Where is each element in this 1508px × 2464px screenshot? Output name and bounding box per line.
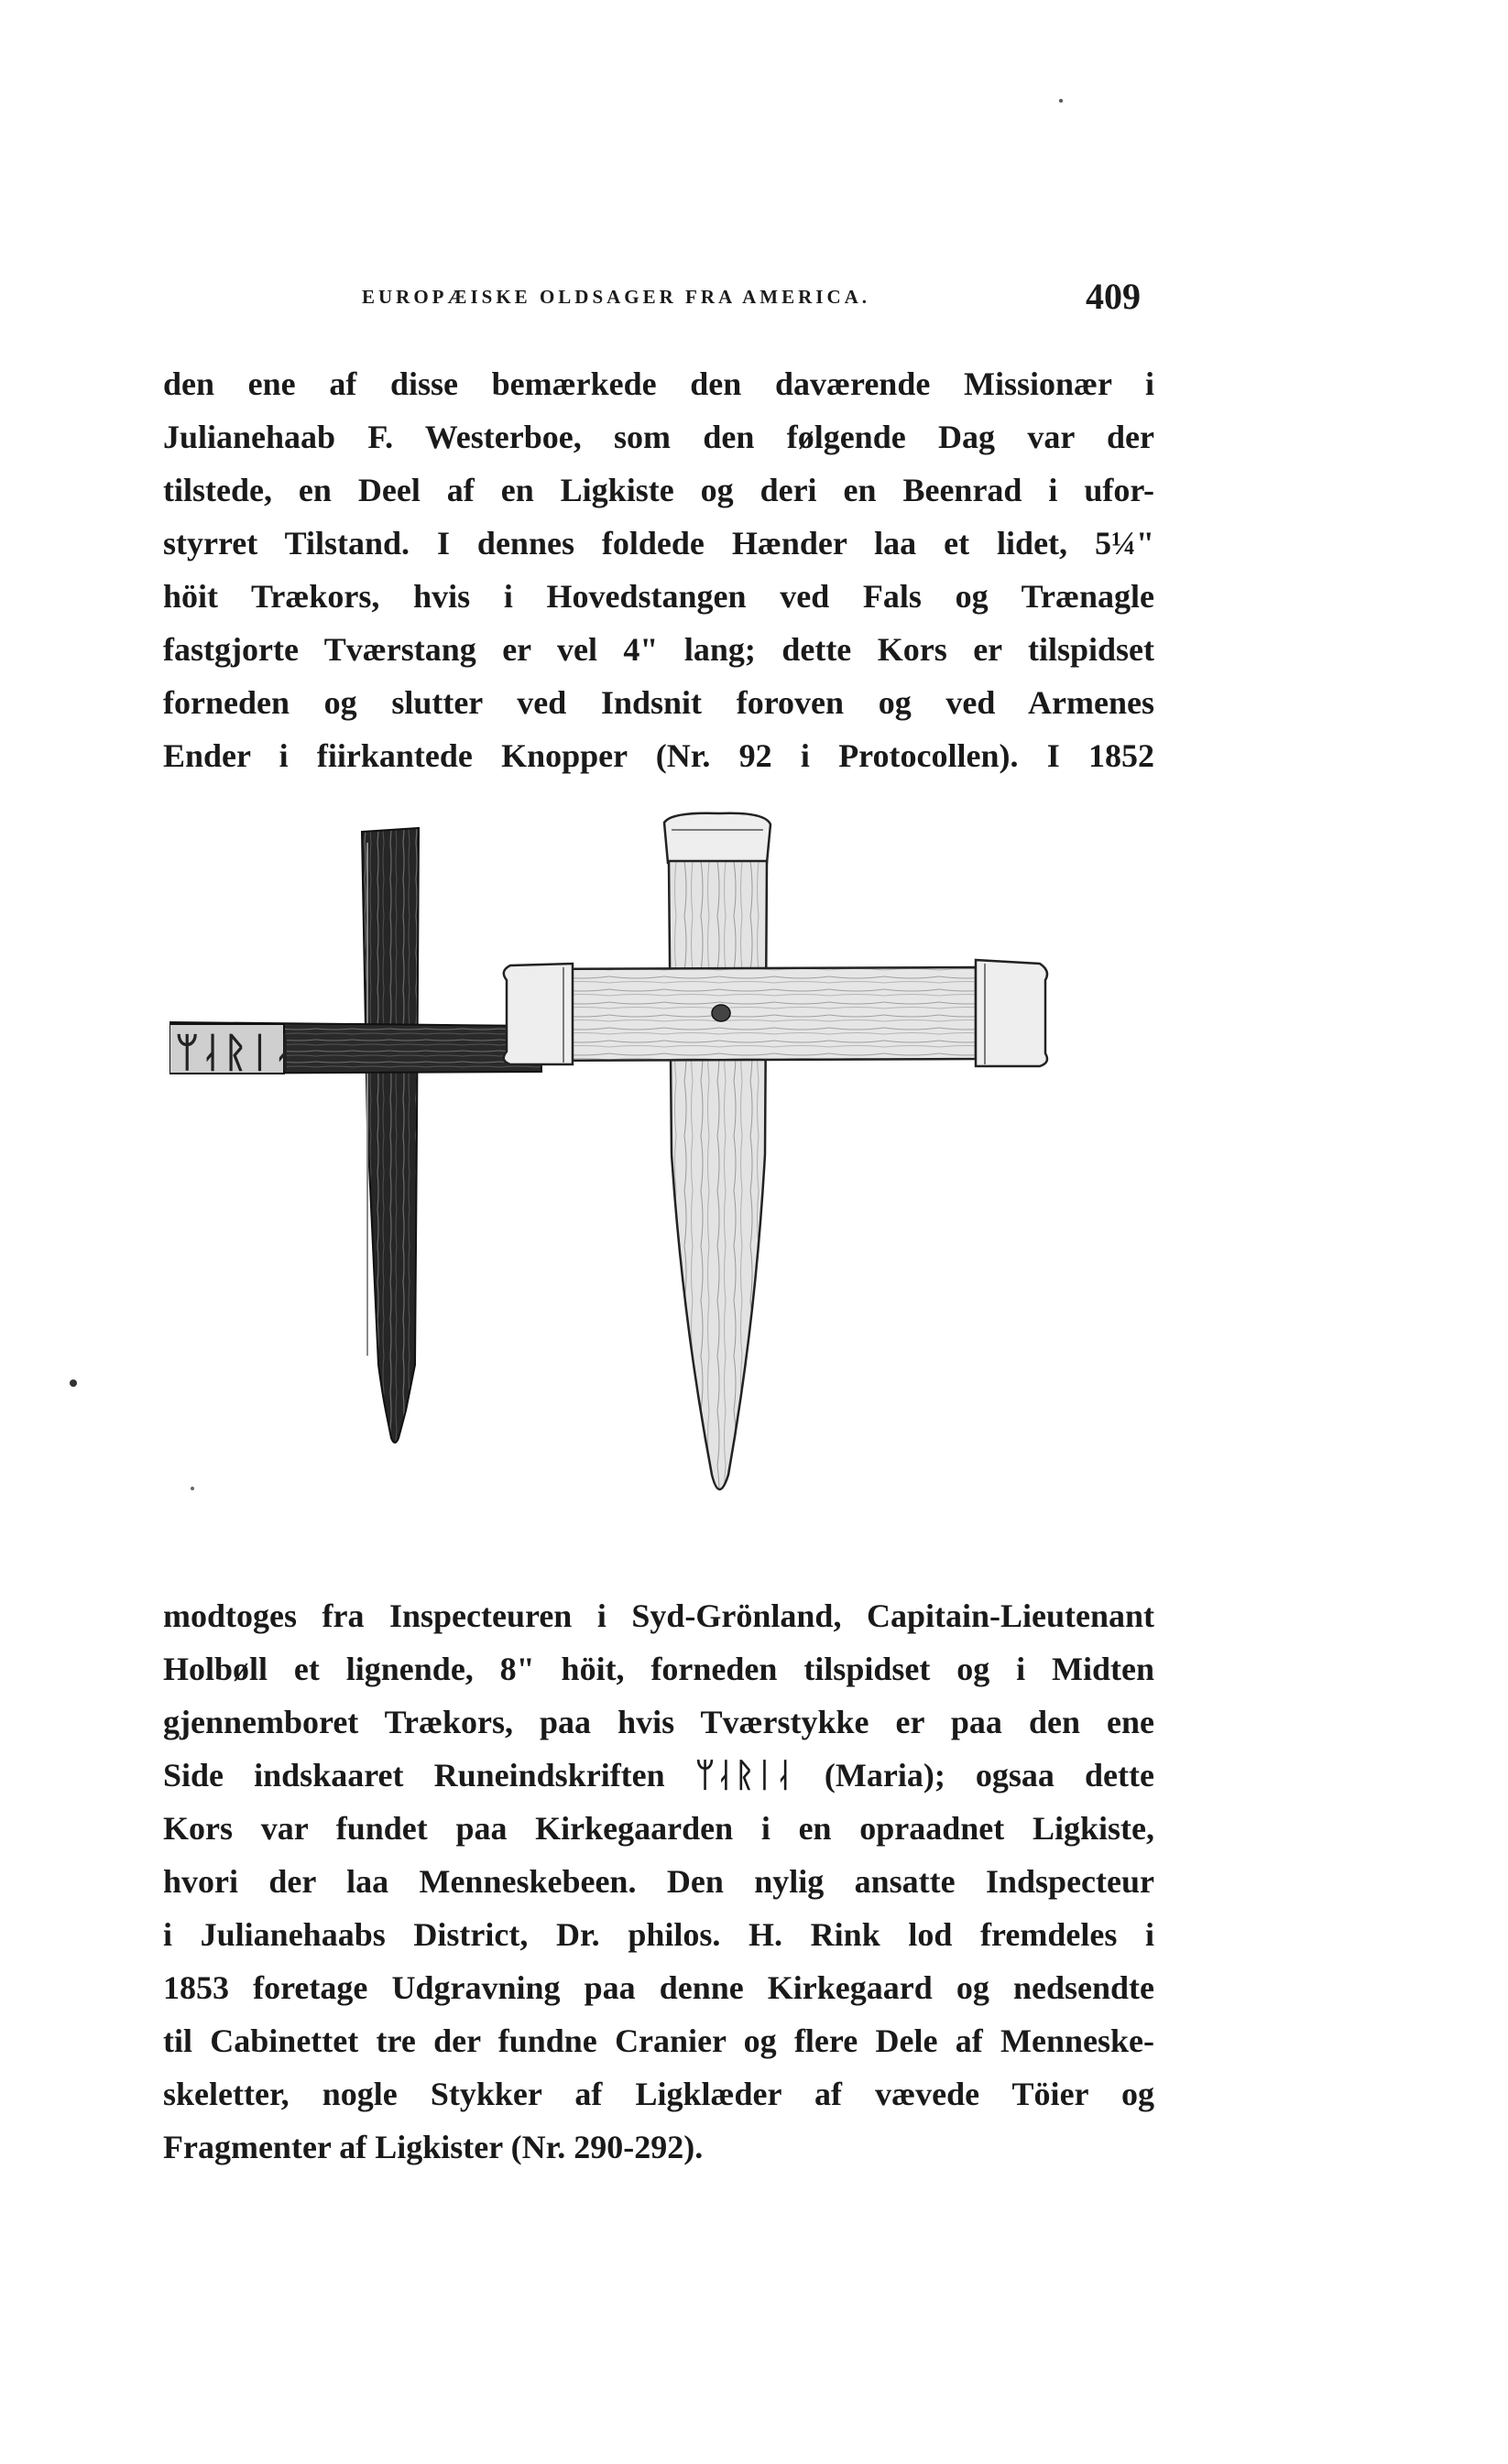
text-line: Fragmenter af Ligkister (Nr. 290-292). xyxy=(163,2129,704,2165)
text-line: modtoges fra Inspecteuren i Syd-Grönland, Capitain-Lieutenant xyxy=(163,1597,1154,1634)
text-line: hvori der laa Menneskebeen. Den nylig ansatte Indspecteur xyxy=(163,1863,1154,1900)
text-line: den ene af disse bemærkede den daværende Missionær i xyxy=(163,365,1154,402)
text-line: 1853 foretage Udgravning paa denne Kirkegaard og nedsendte xyxy=(163,1969,1154,2006)
text-line: tilstede, en Deel af en Ligkiste og deri en Beenrad i ufor- xyxy=(163,472,1154,508)
text-line: skeletter, nogle Stykker af Ligklæder af vævede Töier og xyxy=(163,2076,1154,2112)
text-line: Kors var fundet paa Kirkegaarden i en opraadnet Ligkiste, xyxy=(163,1810,1154,1847)
text-line: Ender i fiirkantede Knopper (Nr. 92 i Protocollen). I 1852 xyxy=(163,737,1154,774)
text-line: forneden og slutter ved Indsnit foroven og ved Armenes xyxy=(163,684,1154,721)
text-line: Side indskaaret Runeindskriften ᛘᛆᚱᛁᛆ (Maria); ogsaa dette xyxy=(163,1757,1154,1793)
runic-inscription: ᛘᛆᚱᛁᛆ xyxy=(175,1030,296,1076)
text-line: höit Trækors, hvis i Hovedstangen ved Fals og Trænagle xyxy=(163,578,1154,615)
text-line: Julianehaab F. Westerboe, som den følgende Dag var der xyxy=(163,419,1154,455)
text-line: til Cabinettet tre der fundne Cranier og flere Dele af Menneske- xyxy=(163,2022,1154,2059)
page-number: 409 xyxy=(1086,276,1141,317)
text-line: Holbøll et lignende, 8" höit, forneden tilspidset og i Midten xyxy=(163,1651,1154,1687)
running-title: EUROPÆISKE OLDSAGER FRA AMERICA. xyxy=(362,286,871,308)
text-line: i Julianehaabs District, Dr. philos. H. Rink lod fremdeles i xyxy=(163,1916,1154,1953)
text-line: styrret Tilstand. I dennes foldede Hænder laa et lidet, 5¼" xyxy=(163,525,1154,561)
text-line: gjennemboret Trækors, paa hvis Tværstykke er paa den ene xyxy=(163,1704,1154,1740)
text-line: fastgjorte Tværstang er vel 4" lang; dette Kors er tilspidset xyxy=(163,631,1154,668)
